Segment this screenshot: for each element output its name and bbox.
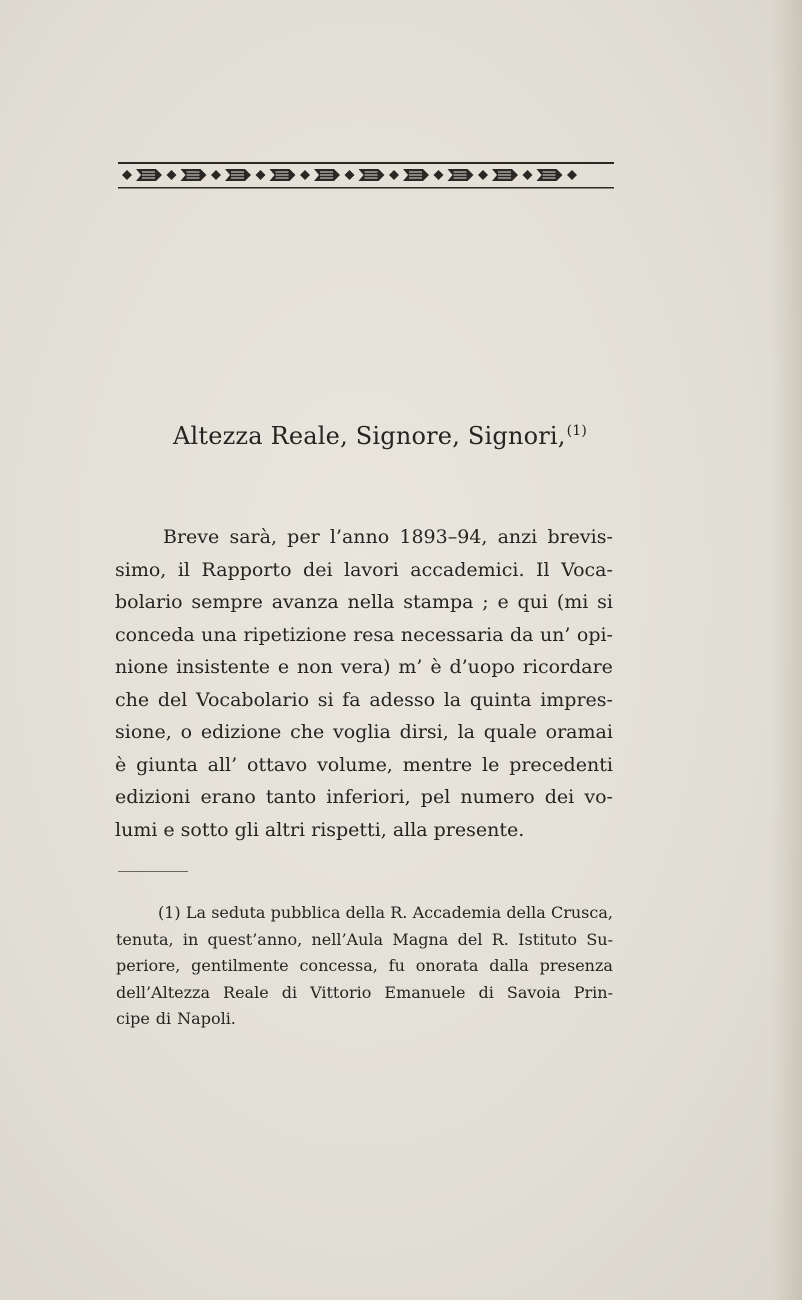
word: quale [483, 721, 537, 743]
word: pel [420, 786, 451, 808]
word: edizione [200, 721, 282, 743]
word: precedenti [509, 753, 613, 776]
word: erano [200, 786, 256, 808]
word: da [510, 623, 534, 646]
word: insistente [176, 656, 270, 678]
word: si [597, 591, 613, 613]
page-heading [0, 422, 760, 450]
word: dell’Altezza [116, 982, 210, 1002]
word: edizioni [115, 786, 191, 808]
word: Breve [163, 526, 220, 548]
word: dei [303, 558, 333, 581]
word: nione [115, 656, 169, 678]
word: R. [491, 929, 509, 949]
ornament-diamond [434, 170, 444, 180]
word: in [182, 929, 199, 949]
ornament-stripe [187, 175, 200, 176]
word: altri [264, 818, 306, 841]
text-line [115, 749, 613, 782]
word: conceda [115, 623, 195, 646]
word: Savoia [506, 982, 561, 1002]
word: sempre [191, 591, 263, 613]
word: Istituto [518, 929, 578, 949]
ornament-stripe [231, 178, 244, 179]
text-line [115, 586, 613, 619]
word: fa [342, 688, 361, 711]
word: periore, [116, 956, 181, 975]
word: cipe [116, 1009, 150, 1028]
word: quest’anno, [207, 929, 303, 949]
text-line [116, 927, 613, 954]
word: mentre [402, 753, 473, 776]
word: voglia [333, 721, 391, 743]
ornament-diamond [122, 170, 132, 180]
text-line [116, 953, 613, 980]
body-paragraph [115, 521, 613, 846]
word: rispetti, [311, 818, 387, 841]
ornament-stripe [231, 175, 244, 176]
page-edge-shadow [772, 0, 802, 1300]
ornament-diamond [345, 170, 355, 180]
word: 1893–94, [399, 526, 488, 548]
word: sotto [180, 818, 229, 841]
word: Vocabolario [196, 688, 310, 711]
word: seduta [211, 903, 266, 922]
word: le [482, 753, 500, 776]
text-line [116, 1006, 613, 1033]
word: Voca- [561, 558, 613, 581]
word: per [287, 526, 320, 548]
word: all’ [207, 753, 238, 776]
footnote-rule [118, 871, 188, 872]
word: pubblica [270, 903, 341, 922]
word: ottavo [247, 753, 308, 776]
word: che [290, 721, 325, 743]
word: non [296, 656, 333, 678]
ornament-stripe [320, 175, 333, 176]
word: nell’Aula [311, 929, 384, 949]
footnote-lines [116, 900, 613, 1033]
text-line [115, 716, 613, 749]
heading-footnote-mark: (1) [566, 423, 588, 439]
word: giunta [136, 753, 198, 776]
word: ; [482, 591, 489, 613]
word: la [457, 721, 475, 743]
word: Reale [223, 982, 269, 1002]
word: di [478, 982, 494, 1002]
footnote [116, 900, 613, 1033]
ornament-stripe [498, 172, 511, 173]
word: di [155, 1009, 172, 1028]
word: (mi [556, 591, 589, 613]
ornament-stripe [276, 175, 289, 176]
word: sarà, [229, 526, 277, 548]
ornament-stripe [276, 172, 289, 173]
text-line [116, 980, 613, 1007]
word: avanza [271, 591, 339, 613]
word: quinta [469, 688, 532, 711]
word: ricordare [522, 656, 613, 678]
word: (1) [158, 903, 181, 922]
word: una [201, 623, 237, 646]
ornament-stripe [543, 175, 556, 176]
word: del [457, 929, 483, 949]
text-line [115, 521, 613, 554]
word: oramai [545, 721, 613, 743]
word: e [277, 656, 290, 678]
word: la [443, 688, 462, 711]
ornament-diamond [256, 170, 266, 180]
text-line [116, 900, 613, 927]
ornament-stripe [498, 175, 511, 176]
ornament-stripe [142, 175, 155, 176]
word: che [115, 688, 150, 711]
ornament-stripe [543, 172, 556, 173]
ornament-stripe [231, 172, 244, 173]
text-line [115, 554, 613, 587]
word: Magna [392, 929, 449, 949]
word: lumi [115, 818, 158, 841]
word: fu [388, 956, 405, 975]
word: si [317, 688, 334, 711]
ornament-stripe [543, 178, 556, 179]
ornament-stripe [320, 172, 333, 173]
word: d’uopo [449, 656, 515, 678]
word: ripetizione [243, 623, 347, 646]
word: volume, [317, 753, 393, 776]
word: R. [390, 903, 408, 922]
word: Crusca, [550, 903, 613, 922]
word: Emanuele [384, 982, 466, 1002]
word: e [163, 818, 175, 841]
word: del [157, 688, 188, 711]
word: qui [517, 591, 549, 613]
word: dei [544, 786, 575, 808]
ornament-diamond [389, 170, 399, 180]
word: vera) [340, 656, 391, 678]
ornament-stripe [142, 178, 155, 179]
word: nella [347, 591, 395, 613]
word: stampa [403, 591, 474, 613]
word: resa [353, 623, 395, 646]
word: della [506, 903, 546, 922]
word: accademici. [410, 558, 525, 581]
text-line [115, 814, 613, 847]
word: sione, [115, 721, 172, 743]
word: è [430, 656, 442, 678]
word: vo- [584, 786, 613, 808]
heading-text: Altezza Reale, Signore, Signori, [172, 422, 566, 450]
ornament-diamond [478, 170, 488, 180]
ornament-stripe [187, 178, 200, 179]
ornament-stripe [365, 175, 378, 176]
word: o [180, 721, 193, 743]
word: simo, [115, 558, 167, 581]
word: impres- [540, 688, 613, 711]
ornament-stripe [454, 172, 467, 173]
word: anzi [497, 526, 538, 548]
word: Su- [586, 929, 613, 949]
word: gentilmente [191, 956, 289, 975]
ornament-diamond [523, 170, 533, 180]
text-line [115, 651, 613, 684]
word: tenuta, [116, 929, 174, 949]
word: necessaria [400, 623, 504, 646]
ornament-diamond [300, 170, 310, 180]
word: Napoli. [177, 1009, 236, 1028]
ornament-stripe [454, 178, 467, 179]
word: inferiori, [326, 786, 411, 808]
word: Prin- [573, 982, 613, 1002]
ornament-stripe [320, 178, 333, 179]
ornament-stripe [409, 172, 422, 173]
word: presente. [433, 818, 525, 841]
paragraph-lines [115, 521, 613, 846]
ornamental-border [118, 160, 614, 196]
word: Rapporto [201, 558, 292, 581]
text-line [115, 781, 613, 814]
word: è [115, 753, 127, 776]
word: Vittorio [310, 982, 372, 1002]
text-line [115, 684, 613, 717]
ornament-diamond [567, 170, 577, 180]
word: adesso [369, 688, 436, 711]
ornament-stripe [409, 178, 422, 179]
text-line [115, 619, 613, 652]
word: alla [392, 818, 428, 841]
ornament-stripe [498, 178, 511, 179]
word: gli [234, 818, 259, 841]
word: un’ [539, 623, 571, 646]
ornament-stripe [454, 175, 467, 176]
ornament-top-rule [118, 162, 614, 164]
ornament-stripe [187, 172, 200, 173]
word: numero [460, 786, 535, 808]
word: della [345, 903, 386, 922]
ornament-diamond [167, 170, 177, 180]
word: dalla [489, 956, 529, 975]
ornament-stripe [276, 178, 289, 179]
word: opi- [576, 623, 613, 646]
word: l’anno [329, 526, 390, 548]
word: concessa, [299, 956, 378, 975]
word: m’ [398, 656, 423, 678]
word: lavori [344, 558, 399, 581]
ornament-stripe [409, 175, 422, 176]
word: Il [536, 558, 550, 581]
ornament-stripe [142, 172, 155, 173]
word: onorata [415, 956, 479, 975]
word: presenza [539, 956, 613, 975]
word: La [185, 903, 207, 922]
ornament-diamond [211, 170, 221, 180]
word: di [281, 982, 298, 1002]
ornament-stripe [365, 172, 378, 173]
word: tanto [265, 786, 317, 808]
word: brevis- [547, 526, 613, 548]
word: dirsi, [399, 721, 449, 743]
word: bolario [115, 591, 183, 613]
word: Accademia [412, 903, 502, 922]
word: il [177, 558, 190, 581]
ornament-stripe [365, 178, 378, 179]
ornament-bottom-rule [118, 187, 614, 189]
word: e [497, 591, 509, 613]
